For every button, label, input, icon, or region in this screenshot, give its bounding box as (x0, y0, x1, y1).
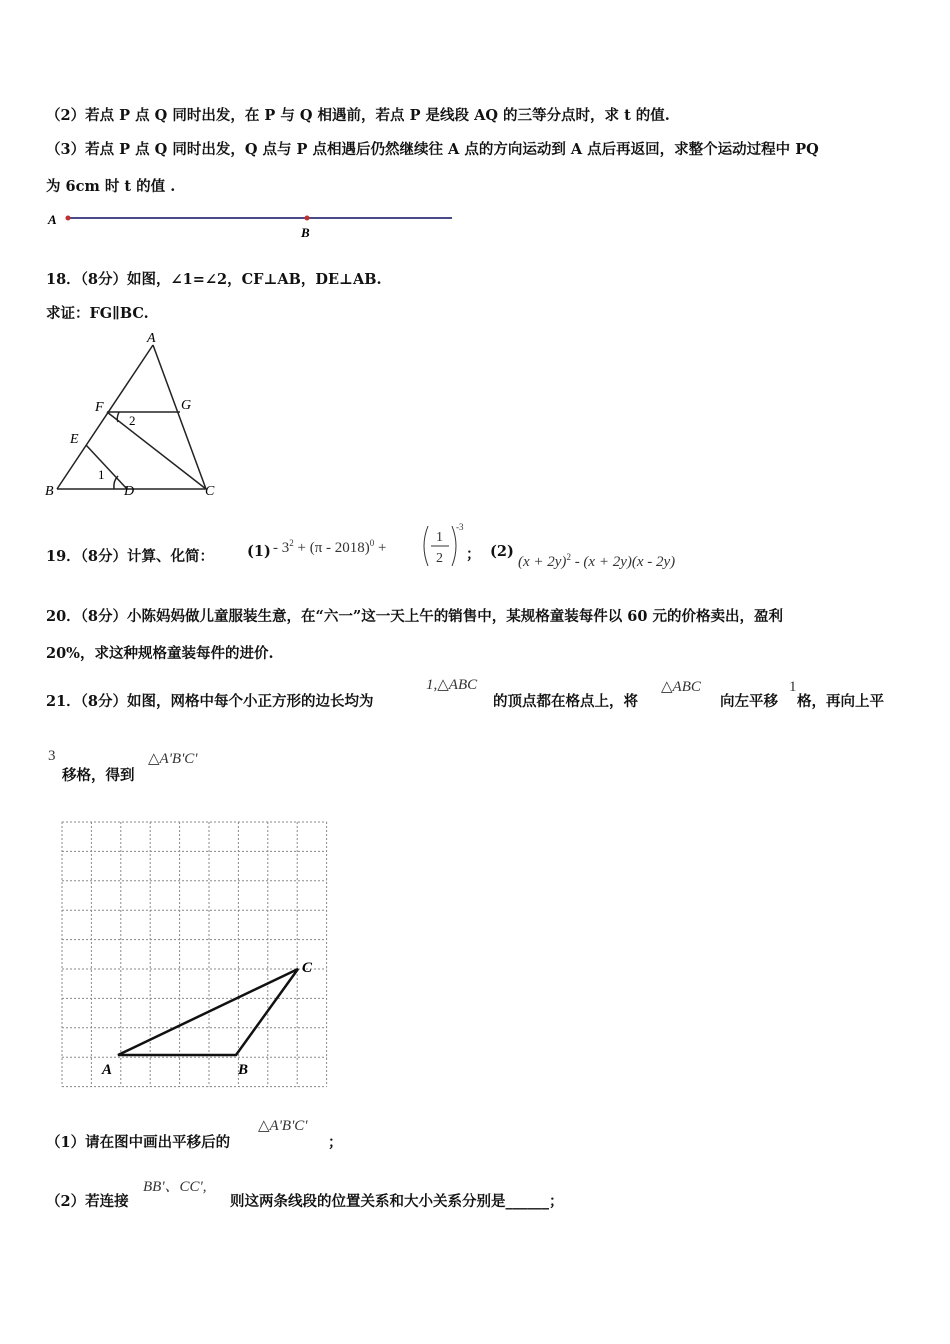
point-b-dot (305, 216, 310, 221)
label-a: A (102, 1062, 113, 1078)
q20-line2: 20%，求这种规格童装每件的进价. (46, 645, 274, 662)
paren-right (452, 526, 456, 566)
q21-line1-b: 的顶点都在格点上，将 (493, 693, 638, 710)
q21-math-one: 1 (789, 679, 797, 695)
expr1-exp2: 0 (369, 538, 375, 548)
segment-ed (86, 445, 127, 489)
label-d: D (124, 484, 135, 499)
expr2-a: (x + 2y) (518, 554, 567, 570)
fraction-num: 1 (436, 530, 443, 545)
q17-part3-line1: （3）若点 P 点 Q 同时出发，Q 点与 P 点相遇后仍然继续往 A 点的方向运动到 A 点后再返回，求整个运动过程中 PQ (46, 141, 819, 158)
q20-line1: 20．（8分）小陈妈妈做儿童服装生意，在“六一”这一天上午的销售中，某规格童装每件以 60 元的价格卖出，盈利 (46, 608, 783, 625)
label-f: F (95, 400, 104, 415)
triangle-abc (118, 969, 298, 1055)
angle-2-label: 2 (129, 413, 136, 428)
q18-stem: 18．（8分）如图，∠1=∠2，CF⊥AB，DE⊥AB. (46, 271, 382, 288)
q21-sub1-b: ； (328, 1134, 343, 1151)
label-c: C (302, 960, 313, 976)
q19-expr1 (273, 538, 387, 557)
q17-part3-line2: 为 6cm 时 t 的值 . (46, 178, 176, 195)
q17-part2: （2）若点 P 点 Q 同时出发，在 P 与 Q 相遇前，若点 P 是线段 AQ 的三等分点时，求 t 的值. (46, 107, 670, 124)
q19-fraction (418, 520, 470, 572)
q21-math-tri: △ABC (661, 679, 701, 695)
q21-line1-d: 格，再向上平 (797, 693, 884, 710)
q21-sub1-math: △A'B'C' (258, 1118, 308, 1134)
angle-1-label: 1 (98, 467, 105, 482)
expr1-exp: 2 (289, 538, 294, 548)
expr1-plus: + (374, 540, 387, 556)
label-a: A (147, 331, 156, 346)
q21-sub2-b: 则这两条线段的位置关系和大小关系分别是______； (230, 1193, 564, 1210)
expr1-prefix: - 3 (273, 540, 290, 556)
label-b: B (45, 484, 54, 499)
q21-sub1-a: （1）请在图中画出平移后的 (46, 1134, 231, 1151)
paren-left (424, 526, 428, 566)
q21-line1-c: 向左平移 (720, 693, 778, 710)
q18-prove: 求证：FG∥BC. (46, 305, 149, 322)
q21-math-tri2: △A'B'C' (148, 751, 198, 767)
side-ac (153, 345, 206, 489)
q21-math-three: 3 (48, 748, 56, 764)
q21-line1-a: 21．（8分）如图，网格中每个小正方形的边长均为 (46, 693, 374, 710)
q17-segment-figure (40, 204, 470, 242)
q21-math-unit: 1,△ABC (426, 677, 478, 693)
label-a: A (48, 212, 57, 227)
q18-triangle-figure (40, 325, 230, 505)
label-e: E (70, 432, 79, 447)
expr1-mid: + (π - 2018) (293, 540, 370, 556)
grid-lines (62, 822, 327, 1087)
q19-stem: 19．（8分）计算、化简： (46, 548, 215, 565)
point-a-dot (66, 216, 71, 221)
q21-line2-a: 移格，得到 (62, 767, 135, 784)
side-ab (57, 345, 153, 489)
label-b: B (238, 1062, 249, 1078)
fraction-exp: -3 (456, 522, 464, 532)
q19-part1-label: (1) (247, 543, 271, 560)
label-g: G (181, 398, 192, 413)
label-b: B (301, 225, 310, 240)
q21-grid-figure (58, 818, 338, 1090)
q21-sub2-a: （2）若连接 (46, 1193, 129, 1210)
expr2-b: - (x + 2y)(x - 2y) (570, 554, 676, 570)
q19-sep: ； (466, 546, 481, 563)
expr2-exp: 2 (566, 552, 571, 562)
q19-part2-label: (2) (490, 543, 514, 560)
fraction-den: 2 (436, 551, 443, 566)
label-c: C (205, 484, 215, 499)
q19-expr2 (518, 552, 675, 571)
q21-sub2-math: BB'、CC', (143, 1179, 207, 1195)
